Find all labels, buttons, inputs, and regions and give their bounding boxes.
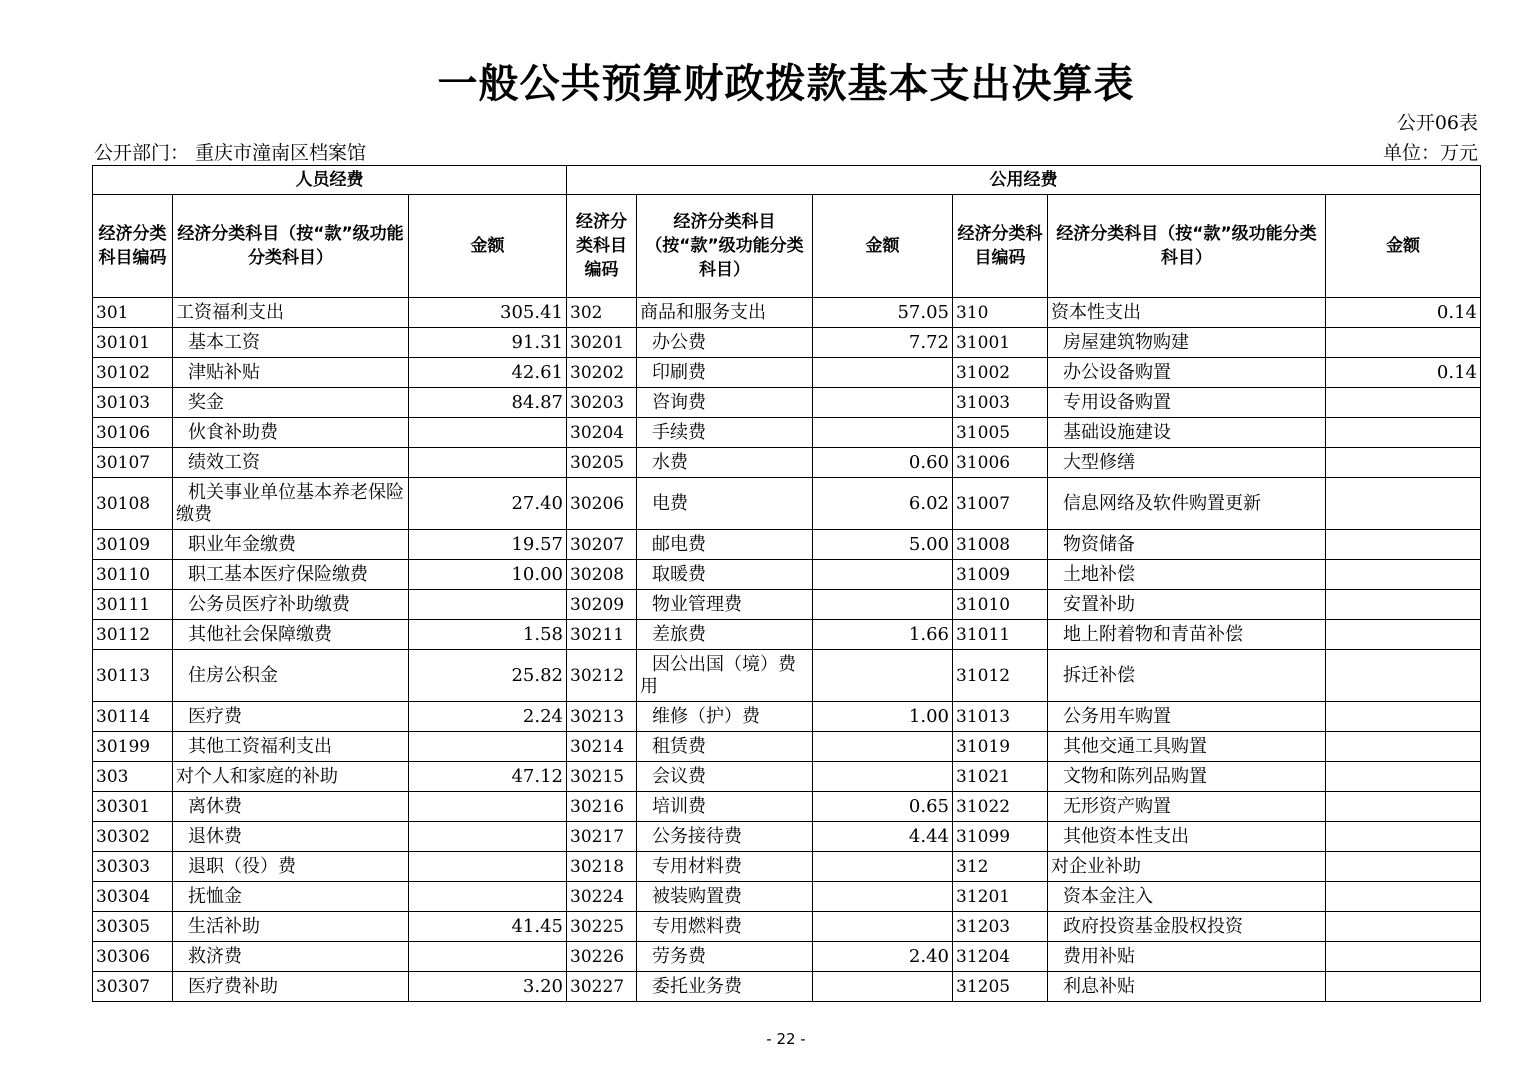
- code-cell: 30225: [567, 912, 637, 942]
- amount-cell: 27.40: [409, 478, 567, 530]
- amount-cell: [1326, 852, 1481, 882]
- name-cell: 租赁费: [637, 732, 813, 762]
- amount-cell: [1326, 762, 1481, 792]
- name-cell: 抚恤金: [173, 882, 409, 912]
- amount-cell: [813, 972, 953, 1002]
- code-cell: 312: [953, 852, 1048, 882]
- name-cell: 其他社会保障缴费: [173, 620, 409, 650]
- amount-cell: 3.20: [409, 972, 567, 1002]
- amount-cell: [813, 852, 953, 882]
- name-cell: 离休费: [173, 792, 409, 822]
- amount-cell: 25.82: [409, 650, 567, 702]
- amount-cell: [1326, 702, 1481, 732]
- amount-cell: 91.31: [409, 328, 567, 358]
- code-cell: 30203: [567, 388, 637, 418]
- code-cell: 30305: [93, 912, 173, 942]
- code-cell: 30202: [567, 358, 637, 388]
- name-cell: 对企业补助: [1048, 852, 1326, 882]
- code-cell: 30304: [93, 882, 173, 912]
- code-cell: 31007: [953, 478, 1048, 530]
- name-cell: 其他工资福利支出: [173, 732, 409, 762]
- code-cell: 31013: [953, 702, 1048, 732]
- name-cell: 物资储备: [1048, 530, 1326, 560]
- table-row: [93, 358, 1481, 388]
- name-cell: 其他交通工具购置: [1048, 732, 1326, 762]
- form-number: 公开06表: [1396, 112, 1478, 134]
- code-cell: 31021: [953, 762, 1048, 792]
- name-cell: 对个人和家庭的补助: [173, 762, 409, 792]
- code-cell: 30111: [93, 590, 173, 620]
- group-header-personnel: 人员经费: [93, 166, 567, 195]
- code-cell: 31203: [953, 912, 1048, 942]
- name-cell: 工资福利支出: [173, 298, 409, 328]
- code-cell: 30215: [567, 762, 637, 792]
- amount-cell: [1326, 560, 1481, 590]
- name-cell: 培训费: [637, 792, 813, 822]
- amount-cell: [409, 822, 567, 852]
- amount-cell: [813, 388, 953, 418]
- name-cell: 退职（役）费: [173, 852, 409, 882]
- col-header-name: 经济分类科目（按“款”级功能分类科目）: [637, 195, 813, 298]
- page-title: 一般公共预算财政拨款基本支出决算表: [437, 61, 1135, 107]
- code-cell: 31019: [953, 732, 1048, 762]
- code-cell: 30306: [93, 942, 173, 972]
- name-cell: 伙食补助费: [173, 418, 409, 448]
- amount-cell: [409, 732, 567, 762]
- name-cell: 其他资本性支出: [1048, 822, 1326, 852]
- code-cell: 30204: [567, 418, 637, 448]
- col-header-amount: 金额: [1326, 195, 1481, 298]
- amount-cell: [1326, 732, 1481, 762]
- name-cell: 公务接待费: [637, 822, 813, 852]
- col-header-name: 经济分类科目（按“款”级功能分类科目）: [173, 195, 409, 298]
- code-cell: 30211: [567, 620, 637, 650]
- amount-cell: [1326, 328, 1481, 358]
- name-cell: 咨询费: [637, 388, 813, 418]
- code-cell: 31022: [953, 792, 1048, 822]
- code-cell: 30112: [93, 620, 173, 650]
- name-cell: 专用材料费: [637, 852, 813, 882]
- table-row: [93, 418, 1481, 448]
- name-cell: 医疗费: [173, 702, 409, 732]
- group-header-public: 公用经费: [567, 166, 1481, 195]
- code-cell: 31010: [953, 590, 1048, 620]
- name-cell: 医疗费补助: [173, 972, 409, 1002]
- name-cell: 退休费: [173, 822, 409, 852]
- table-row: [93, 560, 1481, 590]
- amount-cell: [409, 792, 567, 822]
- amount-cell: [813, 650, 953, 702]
- code-cell: 31005: [953, 418, 1048, 448]
- code-cell: 31009: [953, 560, 1048, 590]
- amount-cell: [409, 418, 567, 448]
- amount-cell: 84.87: [409, 388, 567, 418]
- name-cell: 印刷费: [637, 358, 813, 388]
- amount-cell: [813, 912, 953, 942]
- table-row: [93, 792, 1481, 822]
- name-cell: 职业年金缴费: [173, 530, 409, 560]
- table-row: [93, 972, 1481, 1002]
- amount-cell: [1326, 882, 1481, 912]
- code-cell: 31003: [953, 388, 1048, 418]
- code-cell: 30108: [93, 478, 173, 530]
- name-cell: 水费: [637, 448, 813, 478]
- table-row: [93, 530, 1481, 560]
- name-cell: 职工基本医疗保险缴费: [173, 560, 409, 590]
- amount-cell: [1326, 650, 1481, 702]
- code-cell: 30224: [567, 882, 637, 912]
- table-row: [93, 388, 1481, 418]
- code-cell: 30227: [567, 972, 637, 1002]
- amount-cell: [409, 590, 567, 620]
- name-cell: 手续费: [637, 418, 813, 448]
- code-cell: 30216: [567, 792, 637, 822]
- code-cell: 31012: [953, 650, 1048, 702]
- code-cell: 30208: [567, 560, 637, 590]
- code-cell: 30114: [93, 702, 173, 732]
- table-row: [93, 912, 1481, 942]
- col-header-code: 经济分类科目编码: [953, 195, 1048, 298]
- amount-cell: [813, 732, 953, 762]
- name-cell: 委托业务费: [637, 972, 813, 1002]
- amount-cell: 57.05: [813, 298, 953, 328]
- col-header-amount: 金额: [813, 195, 953, 298]
- name-cell: 资本性支出: [1048, 298, 1326, 328]
- name-cell: 物业管理费: [637, 590, 813, 620]
- name-cell: 机关事业单位基本养老保险缴费: [173, 478, 409, 530]
- name-cell: 地上附着物和青苗补偿: [1048, 620, 1326, 650]
- code-cell: 30213: [567, 702, 637, 732]
- col-header-code: 经济分类科目编码: [567, 195, 637, 298]
- amount-cell: 1.58: [409, 620, 567, 650]
- col-header-name: 经济分类科目（按“款”级功能分类科目）: [1048, 195, 1326, 298]
- code-cell: 31006: [953, 448, 1048, 478]
- table-row: [93, 882, 1481, 912]
- name-cell: 拆迁补偿: [1048, 650, 1326, 702]
- code-cell: 30226: [567, 942, 637, 972]
- name-cell: 文物和陈列品购置: [1048, 762, 1326, 792]
- code-cell: 302: [567, 298, 637, 328]
- name-cell: 专用设备购置: [1048, 388, 1326, 418]
- name-cell: 商品和服务支出: [637, 298, 813, 328]
- amount-cell: [813, 418, 953, 448]
- code-cell: 30212: [567, 650, 637, 702]
- name-cell: 津贴补贴: [173, 358, 409, 388]
- name-cell: 邮电费: [637, 530, 813, 560]
- name-cell: 因公出国（境）费用: [637, 650, 813, 702]
- table-row: [93, 590, 1481, 620]
- code-cell: 310: [953, 298, 1048, 328]
- name-cell: 劳务费: [637, 942, 813, 972]
- amount-cell: 0.14: [1326, 358, 1481, 388]
- code-cell: 30307: [93, 972, 173, 1002]
- amount-cell: [1326, 478, 1481, 530]
- code-cell: 303: [93, 762, 173, 792]
- amount-cell: [813, 882, 953, 912]
- code-cell: 30214: [567, 732, 637, 762]
- amount-cell: [1326, 822, 1481, 852]
- code-cell: 301: [93, 298, 173, 328]
- amount-cell: 4.44: [813, 822, 953, 852]
- col-header-code: 经济分类科目编码: [93, 195, 173, 298]
- name-cell: 专用燃料费: [637, 912, 813, 942]
- col-header-amount: 金额: [409, 195, 567, 298]
- code-cell: 31099: [953, 822, 1048, 852]
- amount-cell: [1326, 530, 1481, 560]
- name-cell: 费用补贴: [1048, 942, 1326, 972]
- name-cell: 被装购置费: [637, 882, 813, 912]
- amount-cell: 2.24: [409, 702, 567, 732]
- code-cell: 31201: [953, 882, 1048, 912]
- amount-cell: 0.65: [813, 792, 953, 822]
- name-cell: 基础设施建设: [1048, 418, 1326, 448]
- name-cell: 电费: [637, 478, 813, 530]
- table-row: [93, 620, 1481, 650]
- name-cell: 安置补助: [1048, 590, 1326, 620]
- code-cell: 31002: [953, 358, 1048, 388]
- amount-cell: 10.00: [409, 560, 567, 590]
- code-cell: 30109: [93, 530, 173, 560]
- code-cell: 30199: [93, 732, 173, 762]
- code-cell: 30209: [567, 590, 637, 620]
- amount-cell: [1326, 590, 1481, 620]
- code-cell: 30218: [567, 852, 637, 882]
- name-cell: 公务用车购置: [1048, 702, 1326, 732]
- code-cell: 30110: [93, 560, 173, 590]
- code-cell: 30205: [567, 448, 637, 478]
- code-cell: 30107: [93, 448, 173, 478]
- table-row: [93, 448, 1481, 478]
- amount-cell: [1326, 942, 1481, 972]
- amount-cell: 47.12: [409, 762, 567, 792]
- name-cell: 办公设备购置: [1048, 358, 1326, 388]
- amount-cell: 1.00: [813, 702, 953, 732]
- name-cell: 绩效工资: [173, 448, 409, 478]
- code-cell: 31204: [953, 942, 1048, 972]
- amount-cell: [409, 448, 567, 478]
- name-cell: 资本金注入: [1048, 882, 1326, 912]
- amount-cell: [813, 762, 953, 792]
- department-label: 公开部门： 重庆市潼南区档案馆: [94, 142, 367, 164]
- name-cell: 取暖费: [637, 560, 813, 590]
- amount-cell: 305.41: [409, 298, 567, 328]
- name-cell: 维修（护）费: [637, 702, 813, 732]
- table-row: [93, 702, 1481, 732]
- code-cell: 30217: [567, 822, 637, 852]
- code-cell: 30102: [93, 358, 173, 388]
- amount-cell: 1.66: [813, 620, 953, 650]
- amount-cell: [813, 590, 953, 620]
- table-row: [93, 762, 1481, 792]
- amount-cell: 19.57: [409, 530, 567, 560]
- code-cell: 30106: [93, 418, 173, 448]
- unit-label: 单位：万元: [1382, 142, 1478, 164]
- name-cell: 大型修缮: [1048, 448, 1326, 478]
- amount-cell: [813, 560, 953, 590]
- table-row: [93, 298, 1481, 328]
- table-row: [93, 732, 1481, 762]
- table-row: [93, 328, 1481, 358]
- name-cell: 基本工资: [173, 328, 409, 358]
- name-cell: 救济费: [173, 942, 409, 972]
- name-cell: 差旅费: [637, 620, 813, 650]
- name-cell: 公务员医疗补助缴费: [173, 590, 409, 620]
- code-cell: 30101: [93, 328, 173, 358]
- amount-cell: [409, 942, 567, 972]
- amount-cell: [409, 882, 567, 912]
- name-cell: 利息补贴: [1048, 972, 1326, 1002]
- amount-cell: [1326, 972, 1481, 1002]
- amount-cell: 7.72: [813, 328, 953, 358]
- code-cell: 30207: [567, 530, 637, 560]
- amount-cell: 2.40: [813, 942, 953, 972]
- table-row: [93, 942, 1481, 972]
- table-row: [93, 650, 1481, 702]
- code-cell: 30201: [567, 328, 637, 358]
- name-cell: 生活补助: [173, 912, 409, 942]
- table-row: [93, 852, 1481, 882]
- amount-cell: 5.00: [813, 530, 953, 560]
- table-row: [93, 478, 1481, 530]
- code-cell: 31001: [953, 328, 1048, 358]
- code-cell: 30303: [93, 852, 173, 882]
- amount-cell: [1326, 448, 1481, 478]
- name-cell: 信息网络及软件购置更新: [1048, 478, 1326, 530]
- amount-cell: [1326, 388, 1481, 418]
- name-cell: 房屋建筑物购建: [1048, 328, 1326, 358]
- name-cell: 办公费: [637, 328, 813, 358]
- amount-cell: [1326, 792, 1481, 822]
- amount-cell: 0.60: [813, 448, 953, 478]
- code-cell: 30113: [93, 650, 173, 702]
- code-cell: 30103: [93, 388, 173, 418]
- name-cell: 政府投资基金股权投资: [1048, 912, 1326, 942]
- amount-cell: [1326, 620, 1481, 650]
- amount-cell: [1326, 912, 1481, 942]
- amount-cell: 41.45: [409, 912, 567, 942]
- code-cell: 31008: [953, 530, 1048, 560]
- name-cell: 住房公积金: [173, 650, 409, 702]
- page-number: - 22 -: [766, 1030, 806, 1048]
- amount-cell: [1326, 418, 1481, 448]
- code-cell: 31205: [953, 972, 1048, 1002]
- amount-cell: [409, 852, 567, 882]
- code-cell: 30302: [93, 822, 173, 852]
- name-cell: 土地补偿: [1048, 560, 1326, 590]
- name-cell: 无形资产购置: [1048, 792, 1326, 822]
- amount-cell: 42.61: [409, 358, 567, 388]
- name-cell: 奖金: [173, 388, 409, 418]
- amount-cell: 0.14: [1326, 298, 1481, 328]
- code-cell: 30301: [93, 792, 173, 822]
- name-cell: 会议费: [637, 762, 813, 792]
- amount-cell: [813, 358, 953, 388]
- expenditure-table: [92, 165, 1481, 1002]
- amount-cell: 6.02: [813, 478, 953, 530]
- table-row: [93, 822, 1481, 852]
- code-cell: 31011: [953, 620, 1048, 650]
- code-cell: 30206: [567, 478, 637, 530]
